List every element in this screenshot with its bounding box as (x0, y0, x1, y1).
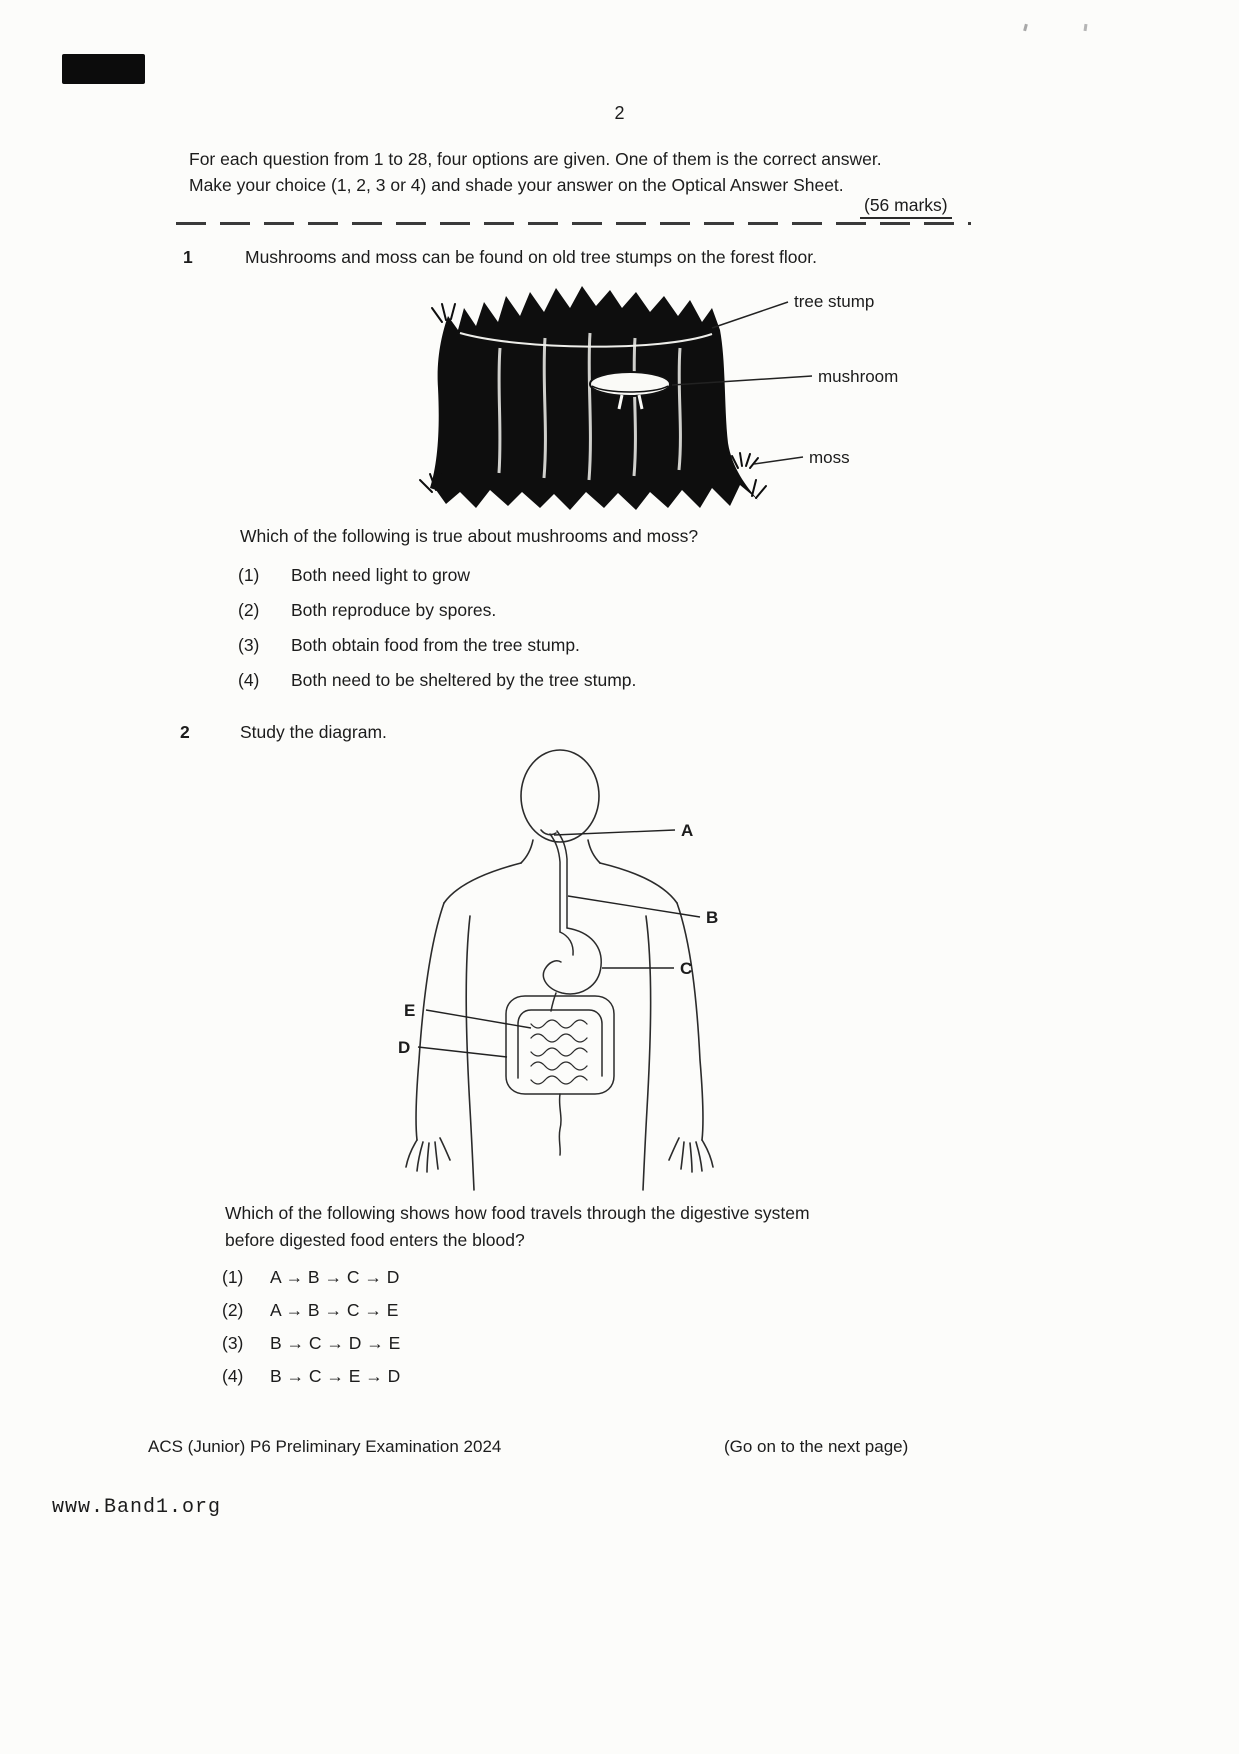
instructions-line-1: For each question from 1 to 28, four options are given. One of them is the correct answer. (189, 149, 882, 169)
section-instructions (189, 146, 984, 199)
footer-exam-title: ACS (Junior) P6 Preliminary Examination 2024 (148, 1437, 502, 1456)
q1-option-1 (238, 564, 636, 586)
option-text: Both obtain food from the tree stump. (291, 635, 580, 655)
q2-option-1 (222, 1266, 400, 1288)
option-number: (3) (222, 1333, 244, 1353)
q2-question-line-2: before digested food enters the blood? (225, 1230, 525, 1251)
dashed-separator (176, 222, 971, 225)
label-a-leader-line (554, 830, 675, 835)
redacted-school-stamp (62, 54, 145, 84)
figure-leader-lines (418, 830, 700, 1057)
q2-number: 2 (180, 722, 190, 742)
mouth (541, 830, 556, 835)
option-number: (3) (238, 635, 260, 655)
instructions-line-2: Make your choice (1, 2, 3 or 4) and shade your answer on the Optical Answer Sheet. (189, 175, 844, 196)
option-text: Both need light to grow (291, 565, 471, 585)
option-text: B → C → D → E (270, 1333, 401, 1353)
q1-stem: Mushrooms and moss can be found on old tree stumps on the forest floor. (245, 247, 817, 267)
label-c: C (680, 959, 693, 978)
digestive-tract (506, 831, 614, 1155)
q1-option-4 (238, 669, 636, 691)
right-hand (669, 1138, 713, 1172)
option-text: Both reproduce by spores. (291, 600, 497, 620)
moss-leader-line (754, 457, 803, 464)
q2-figure-digestive-system (390, 744, 730, 1194)
q1-options (238, 564, 636, 704)
stump-silhouette (430, 286, 758, 510)
q2-question (225, 1200, 935, 1254)
tree-stump-leader-line (712, 302, 788, 328)
page-number: 2 (614, 103, 625, 123)
option-number: (1) (222, 1267, 244, 1287)
tree-stump-label: tree stump (794, 292, 875, 311)
q2-options (222, 1266, 400, 1398)
scan-speck (1023, 24, 1028, 32)
q2-question-line-1: Which of the following shows how food travels through the digestive system (225, 1203, 810, 1223)
label-d-leader-line (418, 1047, 507, 1057)
human-digestive-system-illustration (390, 744, 730, 1194)
option-text: B → C → E → D (270, 1366, 401, 1386)
scan-speck (1084, 24, 1088, 31)
section-marks: (56 marks) (860, 195, 952, 219)
footer-next-page-note: (Go on to the next page) (724, 1437, 909, 1456)
label-a: A (681, 821, 694, 840)
label-e: E (404, 1001, 416, 1020)
label-d: D (398, 1038, 411, 1057)
q1-figure-tree-stump (360, 278, 960, 518)
option-number: (4) (222, 1366, 244, 1386)
q2-option-2 (222, 1299, 400, 1321)
mushroom-label: mushroom (818, 367, 899, 386)
label-b: B (706, 908, 719, 927)
option-number: (1) (238, 565, 260, 585)
tree-stump-illustration (360, 278, 960, 518)
q1-option-3 (238, 634, 636, 656)
option-number: (2) (222, 1300, 244, 1320)
option-text: A → B → C → D (270, 1267, 400, 1287)
q2-option-4 (222, 1365, 400, 1387)
q1-option-2 (238, 599, 636, 621)
label-b-leader-line (568, 896, 700, 917)
option-number: (2) (238, 600, 260, 620)
q1-number: 1 (183, 247, 193, 267)
stomach (543, 928, 601, 994)
label-e-leader-line (426, 1010, 531, 1028)
q2-option-3 (222, 1332, 400, 1354)
left-hand (406, 1138, 450, 1172)
option-number: (4) (238, 670, 260, 690)
q1-question: Which of the following is true about mushrooms and moss? (240, 526, 699, 546)
body-outline (406, 750, 713, 1190)
small-intestine (531, 1020, 587, 1084)
option-text: Both need to be sheltered by the tree stump. (291, 670, 637, 690)
q2-stem: Study the diagram. (240, 722, 387, 742)
oesophagus (550, 834, 560, 932)
watermark-url: www.Band1.org (52, 1496, 222, 1519)
rectum (559, 1094, 561, 1155)
moss-label: moss (809, 448, 850, 467)
option-text: A → B → C → E (270, 1300, 399, 1320)
